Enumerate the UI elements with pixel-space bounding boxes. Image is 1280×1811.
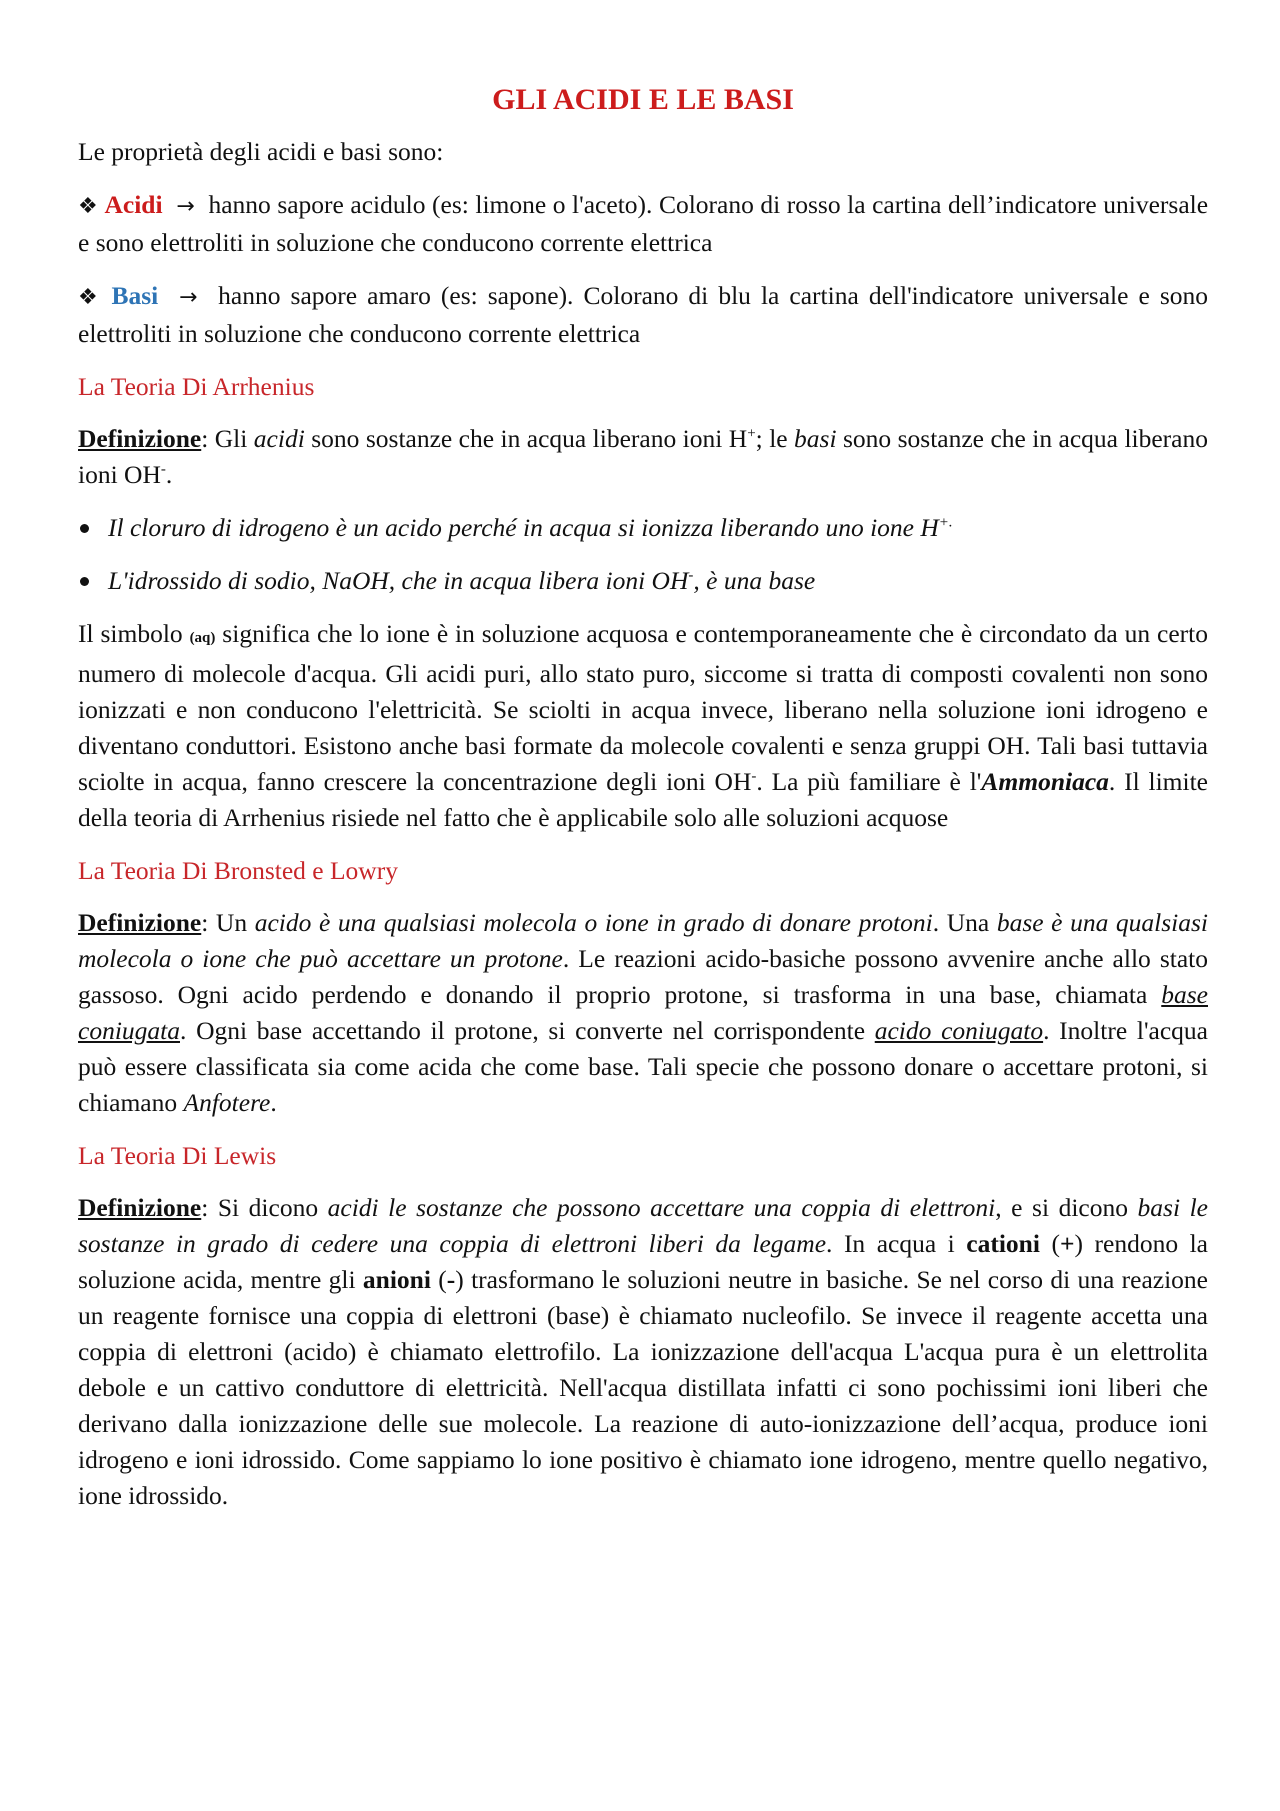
anioni-term: anioni bbox=[362, 1265, 431, 1294]
arrhenius-examples bbox=[78, 510, 1208, 599]
base-coniugata-term: base coniugata bbox=[78, 980, 1208, 1045]
disc-bullet-icon bbox=[80, 577, 89, 586]
acido-coniugato-term: acido coniugato bbox=[874, 1016, 1044, 1045]
lewis-heading: La Teoria Di Lewis bbox=[78, 1141, 277, 1170]
page-title: GLI ACIDI E LE BASI bbox=[492, 83, 794, 116]
text-run: L'idrossido di sodio, NaOH, che in acqua libera ioni OH bbox=[108, 566, 689, 595]
bronsted-heading: La Teoria Di Bronsted e Lowry bbox=[78, 856, 398, 885]
text-run: . Ogni base accettando il protone, si converte nel corrispondente bbox=[180, 1016, 875, 1045]
text-run: basi bbox=[794, 424, 837, 453]
text-run: ( bbox=[1039, 1229, 1060, 1258]
basi-label: Basi bbox=[111, 281, 159, 310]
list-item bbox=[78, 510, 1208, 546]
text-run: ) trasformano le soluzioni neutre in basiche. Se nel corso di una reazione un reagente fornisce una coppia di elettroni (base) è chiamato nucleofilo. Se invece il reagente accetta una coppia di elettroni (acido) è chiamato elettrofilo. La ionizzazione dell'acqua L'acqua pura è un elettrolita debole e un cattivo conduttore di elettricità. Nell'acqua distillata infatti ci sono pochissimi ioni liberi che derivano dalla ionizzazione delle sue molecole. La reazione di auto-ionizzazione dell’acqua, produce ioni idrogeno e ioni idrossido. Come sappiamo lo ione positivo è chiamato ione idrogeno, mentre quello negativo, ione idrossido. bbox=[78, 1265, 1208, 1510]
text-run: base è una qualsiasi molecola o ione che può accettare un protone bbox=[78, 908, 1209, 973]
anfotere-term: Anfotere bbox=[183, 1088, 271, 1117]
superscript: - bbox=[160, 461, 166, 478]
right-arrow-icon: → bbox=[168, 285, 209, 310]
arrhenius-definition bbox=[78, 421, 1208, 493]
text-run: ( bbox=[430, 1265, 447, 1294]
text-run: Il cloruro di idrogeno è un acido perché in acqua si ionizza liberando uno ione H bbox=[108, 513, 939, 542]
basi-property bbox=[78, 278, 1208, 352]
text-run: , è una base bbox=[693, 566, 816, 595]
text-run: sono sostanze che in acqua liberano ioni OH bbox=[78, 424, 1208, 489]
bronsted-definition bbox=[78, 905, 1208, 1121]
text-run: . Inoltre l'acqua può essere classificata sia come acida che come base. Tali specie che possono donare o accettare protoni, si chiamano bbox=[78, 1016, 1208, 1117]
text-run: : Si dicono bbox=[201, 1193, 328, 1222]
disc-bullet-icon bbox=[80, 524, 89, 533]
text-run: . La più familiare è l' bbox=[756, 767, 982, 796]
text-run: sono sostanze che in acqua liberano ioni H bbox=[304, 424, 748, 453]
text-run: . Il limite della teoria di Arrhenius risiede nel fatto che è applicabile solo alle soluzioni acquose bbox=[78, 767, 1208, 832]
superscript: - bbox=[688, 567, 694, 584]
text-run: Il simbolo bbox=[78, 619, 190, 648]
superscript: + bbox=[747, 425, 756, 442]
text-run: basi le sostanze in grado di cedere una coppia di elettroni liberi da legame bbox=[78, 1193, 1208, 1258]
text-run: . In acqua i bbox=[826, 1229, 967, 1258]
text-run: significa che lo ione è in soluzione acquosa e contemporaneamente che è circondato da un certo numero di molecole d'acqua. Gli acidi puri, allo stato puro, siccome si tratta di composti covalenti non sono ionizzati e non conducono l'elettricità. Se sciolti in acqua invece, liberano nella soluzione ioni idrogeno e diventano conduttori. Esistono anche basi formate da molecole covalenti e senza gruppi OH. Tali basi tuttavia sciolte in acqua, fanno crescere la concentrazione degli ioni OH bbox=[78, 619, 1208, 796]
diamond-bullet-icon: ❖ bbox=[78, 284, 102, 309]
text-run: acido è una qualsiasi molecola o ione in grado di donare protoni bbox=[254, 908, 933, 937]
diamond-bullet-icon: ❖ bbox=[78, 193, 98, 218]
text-run: acidi bbox=[253, 424, 305, 453]
text-run: acidi le sostanze che possono accettare una coppia di elettroni bbox=[327, 1193, 996, 1222]
text-run: + bbox=[1059, 1229, 1075, 1258]
basi-text: hanno sapore amaro (es: sapone). Colorano di blu la cartina dell'indicatore universale e sono elettroliti in soluzione che conducono corrente elettrica bbox=[78, 281, 1209, 348]
text-run: . bbox=[165, 460, 173, 489]
acidi-label: Acidi bbox=[104, 190, 163, 219]
superscript: +. bbox=[938, 514, 953, 531]
arrhenius-paragraph bbox=[78, 616, 1208, 836]
cationi-term: cationi bbox=[966, 1229, 1040, 1258]
intro-text: Le proprietà degli acidi e basi sono: bbox=[78, 137, 444, 166]
document-page bbox=[78, 80, 1208, 1531]
text-run: : Un bbox=[201, 908, 255, 937]
text-run: - bbox=[446, 1265, 456, 1294]
text-run: . bbox=[270, 1088, 277, 1117]
acidi-property bbox=[78, 187, 1208, 261]
definition-label: Definizione bbox=[78, 424, 202, 453]
text-run: ) rendono la soluzione acida, mentre gli bbox=[78, 1229, 1208, 1294]
text-run: . Le reazioni acido-basiche possono avvenire anche allo stato gassoso. Ogni acido perdendo e donando il proprio protone, si trasforma in una base, chiamata bbox=[78, 944, 1208, 1009]
ammoniaca-term: Ammoniaca bbox=[981, 767, 1109, 796]
text-run: ; le bbox=[755, 424, 795, 453]
definition-label: Definizione bbox=[78, 908, 202, 937]
definition-label: Definizione bbox=[78, 1193, 202, 1222]
text-run: . Una bbox=[932, 908, 997, 937]
aq-symbol: (aq) bbox=[189, 630, 216, 646]
list-item bbox=[78, 563, 1208, 599]
arrhenius-heading: La Teoria Di Arrhenius bbox=[78, 372, 315, 401]
text-run: : Gli bbox=[201, 424, 254, 453]
superscript: - bbox=[751, 768, 757, 785]
acidi-text: hanno sapore acidulo (es: limone o l'aceto). Colorano di rosso la cartina dell’indicatore universale e sono elettroliti in soluzione che conducono corrente elettrica bbox=[78, 190, 1209, 257]
lewis-definition bbox=[78, 1190, 1208, 1514]
text-run: , e si dicono bbox=[995, 1193, 1138, 1222]
right-arrow-icon: → bbox=[169, 194, 202, 219]
